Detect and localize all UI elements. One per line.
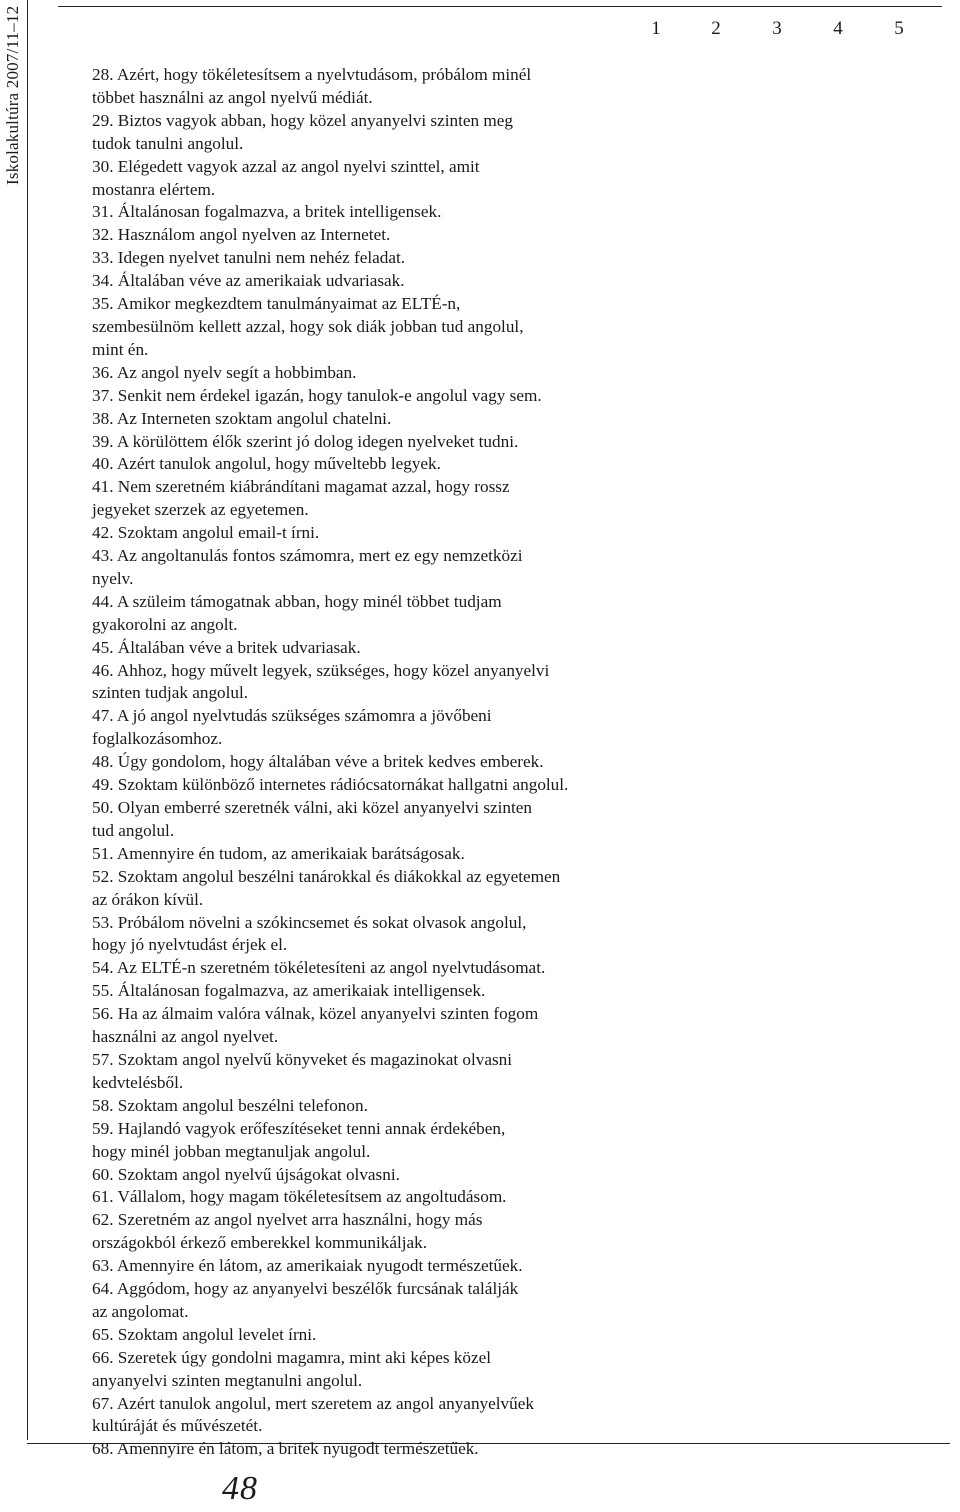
questionnaire-item: 40. Azért tanulok angolul, hogy műveltebb legyek. [92,454,441,474]
questionnaire-item: 48. Úgy gondolom, hogy általában véve a britek kedves emberek. [92,752,544,772]
questionnaire-item: 33. Idegen nyelvet tanulni nem nehéz feladat. [92,248,406,268]
questionnaire-item: 35. Amikor megkezdtem tanulmányaimat az ELTÉ-n, szembesülnöm kellett azzal, hogy sok diák jobban tud angolul, mint én. [92,294,524,359]
questionnaire-item: 45. Általában véve a britek udvariasak. [92,637,361,657]
questionnaire-item: 61. Vállalom, hogy magam tökéletesítsem az angoltudásom. [92,1187,507,1207]
questionnaire-item: 59. Hajlandó vagyok erőfeszítéseket tenni annak érdekében, hogy minél jobban megtanuljak angolul. [92,1118,506,1161]
questionnaire-item: 57. Szoktam angol nyelvű könyveket és magazinokat olvasni kedvtelésből. [92,1049,513,1092]
questionnaire-item: 63. Amennyire én látom, az amerikaiak nyugodt természetűek. [92,1256,523,1276]
rating-scale-header [640,18,920,44]
questionnaire-item: 60. Szoktam angol nyelvű újságokat olvasni. [92,1164,400,1184]
questionnaire-item: 44. A szüleim támogatnak abban, hogy minél többet tudjam gyakorolni az angolt. [92,591,502,634]
questionnaire-item: 68. Amennyire én látom, a britek nyugodt természetűek. [92,1439,479,1459]
questionnaire-item: 51. Amennyire én tudom, az amerikaiak barátságosak. [92,843,465,863]
questionnaire-item: 64. Aggódom, hogy az anyanyelvi beszélők furcsának találják az angolomat. [92,1279,519,1321]
questionnaire-item: 31. Általánosan fogalmazva, a britek intelligensek. [92,202,442,222]
questionnaire-item: 66. Szeretek úgy gondolni magamra, mint aki képes közel anyanyelvi szinten megtanulni angolul. [92,1347,492,1390]
questionnaire-item: 58. Szoktam angolul beszélni telefonon. [92,1095,368,1115]
questionnaire-item: 54. Az ELTÉ-n szeretném tökéletesíteni az angol nyelvtudásomat. [92,958,546,978]
questionnaire-item: 30. Elégedett vagyok azzal az angol nyelvi szinttel, amit mostanra elértem. [92,156,480,199]
questionnaire-item: 29. Biztos vagyok abban, hogy közel anyanyelvi szinten meg tudok tanulni angolul. [92,110,513,153]
scale-label: 3 [772,18,782,39]
questionnaire-item: 67. Azért tanulok angolul, mert szeretem az angol anyanyelvűek kultúráját és művészetét. [92,1393,534,1436]
questionnaire-item: 41. Nem szeretném kiábrándítani magamat azzal, hogy rossz jegyeket szerzek az egyetemen. [92,477,510,520]
questionnaire-item: 39. A körülöttem élők szerint jó dolog idegen nyelveket tudni. [92,431,519,451]
scale-label: 1 [651,18,661,39]
scale-label: 4 [833,18,843,39]
journal-sidebar [0,0,28,1440]
questionnaire-item: 47. A jó angol nyelvtudás szükséges számomra a jövőbeni foglalkozásomhoz. [92,706,492,749]
questionnaire-item: 43. Az angoltanulás fontos számomra, mert ez egy nemzetközi nyelv. [92,546,523,588]
journal-title: Iskolakultúra 2007/11–12 [3,6,22,186]
questionnaire-item: 36. Az angol nyelv segít a hobbimban. [92,362,357,382]
questionnaire-item: 62. Szeretném az angol nyelvet arra használni, hogy más országokból érkező emberekkel kommunikáljak. [92,1210,483,1253]
questionnaire-item: 38. Az Interneten szoktam angolul chatelni. [92,408,392,428]
questionnaire-item: 46. Ahhoz, hogy művelt legyek, szükséges, hogy közel anyanyelvi szinten tudjak angolul. [92,660,550,703]
page-number: 48 [222,1470,258,1507]
questionnaire-item: 50. Olyan emberré szeretnék válni, aki közel anyanyelvi szinten tud angolul. [92,798,533,840]
questionnaire-item: 37. Senkit nem érdekel igazán, hogy tanulok-e angolul vagy sem. [92,385,542,405]
questionnaire-item: 32. Használom angol nyelven az Internetet. [92,225,391,245]
questionnaire-item: 49. Szoktam különböző internetes rádiócsatornákat hallgatni angolul. [92,775,569,795]
top-divider [58,6,942,7]
questionnaire-item: 56. Ha az álmaim valóra válnak, közel anyanyelvi szinten fogom használni az angol nyelvet. [92,1004,539,1047]
questionnaire-item: 55. Általánosan fogalmazva, az amerikaiak intelligensek. [92,981,486,1001]
bottom-divider [27,1443,950,1444]
questionnaire-item: 42. Szoktam angolul email-t írni. [92,523,320,543]
questionnaire-item: 65. Szoktam angolul levelet írni. [92,1324,317,1344]
scale-label: 2 [711,18,721,39]
questionnaire-item: 52. Szoktam angolul beszélni tanárokkal és diákokkal az egyetemen az órákon kívül. [92,866,561,909]
questionnaire-item: 28. Azért, hogy tökéletesítsem a nyelvtudásom, próbálom minél többet használni az angol nyelvű médiát. [92,65,532,107]
scale-label: 5 [894,18,904,39]
questionnaire-item: 34. Általában véve az amerikaiak udvariasak. [92,271,405,291]
questionnaire-items [92,64,712,1461]
questionnaire-item: 53. Próbálom növelni a szókincsemet és sokat olvasok angolul, hogy jó nyelvtudást érjek el. [92,912,527,955]
